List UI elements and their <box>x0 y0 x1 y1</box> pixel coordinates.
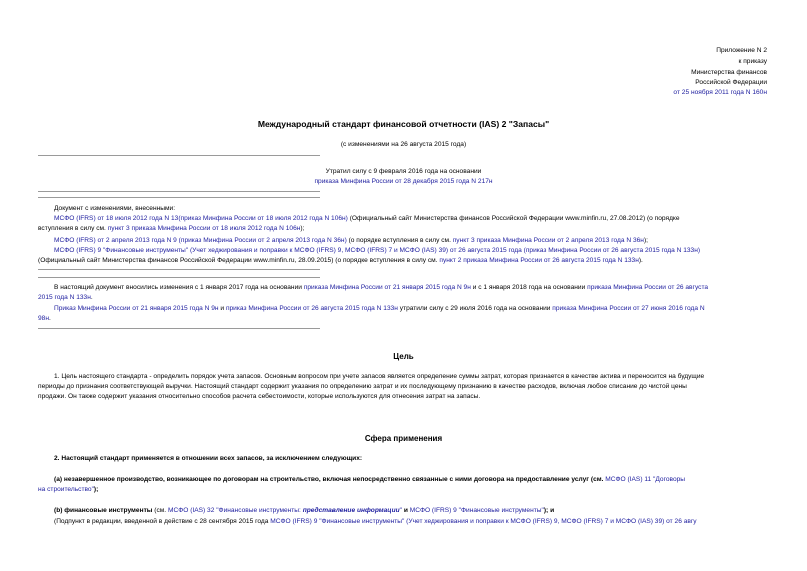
ias32-link[interactable]: МСФО (IAS) 32 "Финансовые инструменты: представление информации" <box>167 507 402 514</box>
scope-item-b <box>54 507 554 515</box>
text: ); <box>93 486 99 493</box>
order-133n-aug-link[interactable]: приказа Минфина России от 26 августа <box>587 284 709 291</box>
text: ); <box>300 225 305 232</box>
amend-line-1 <box>54 284 767 292</box>
ifrs9-2015-link[interactable]: МСФО (IFRS) 9 "Финансовые инструменты" (Учет хеджирования и поправки к МСФО (IFRS) 9, МСФО (IFRS) 7 и МСФО (IAS) 39) от 26 августа 2015 года <box>54 247 522 254</box>
order-98n-link[interactable]: приказа Минфина России от 27 июня 2016 года N <box>552 305 705 312</box>
text: ). <box>638 257 643 264</box>
text: (о порядке вступления в силу см. <box>346 237 453 244</box>
divider <box>38 155 320 156</box>
text: и <box>401 507 410 514</box>
order-9n-link-2[interactable]: Приказ Минфина России от 21 января 2015 года N 9н <box>54 305 219 312</box>
order-106n-link[interactable]: (приказ Минфина России от 18 июля 2012 года N 106н) <box>178 215 348 222</box>
order-133n-link[interactable]: (приказ Минфина России от 26 августа 2015 года N 133н) <box>521 247 701 254</box>
scope-clause-2: 2. Настоящий стандарт применяется в отношении всех запасов, за исключением следующих: <box>54 455 363 462</box>
ifrs9-link[interactable]: МСФО (IFRS) 9 "Финансовые инструменты" <box>409 507 544 514</box>
changes-line-1 <box>54 215 767 223</box>
appendix-line-2: к приказу <box>738 58 767 65</box>
goal-line-1: 1. Цель настоящего стандарта - определить порядок учета запасов. Основным вопросом при учете запасов является определение суммы затрат, которая признается в качестве актива и переносится на будущие <box>54 373 705 380</box>
text: вступления в силу см. <box>38 225 108 232</box>
repealed-notice: Утратил силу с 9 февраля 2016 года на основании <box>325 168 482 175</box>
scope-item-a <box>54 476 767 484</box>
order-36n-link[interactable]: (приказ Минфина России от 2 апреля 2013 года N 36н) <box>176 237 347 244</box>
goal-line-2: периоды до признания соответствующей выручки. Настоящий стандарт содержит указания по определению затрат и их последующему признанию в качестве расходов, включая любое списание до чистой цены <box>38 383 687 390</box>
scope-item-a-cont <box>38 486 98 494</box>
appendix-line-3: Министерства финансов <box>691 69 767 76</box>
changes-line-4 <box>54 247 767 255</box>
changes-line-5 <box>38 257 643 265</box>
amend-line-3 <box>54 305 767 313</box>
text: и с 1 января 2018 года на основании <box>470 284 588 291</box>
text: (a) незавершенное производство, возникающее по договорам на строительство, включая непосредственно связанные с ними договора на предоставление услуг (см. <box>54 476 606 483</box>
ias11-link-cont[interactable]: на строительство" <box>38 486 94 493</box>
text: ); <box>643 237 648 244</box>
changes-intro: Документ с изменениями, внесенными: <box>54 205 176 212</box>
amend-line-2 <box>38 294 93 302</box>
clause3-106n-link[interactable]: пункт 3 приказа Минфина России от 18 июля 2012 года N 106н <box>107 225 301 232</box>
amend-line-4 <box>38 315 51 323</box>
text: ); и <box>543 507 555 514</box>
order-98n-number-link[interactable]: 98н <box>38 315 49 322</box>
order-133n-link-2[interactable]: приказ Минфина России от 26 августа 2015 года N 133н <box>225 305 398 312</box>
text: утратили силу с 29 июля 2016 года на основании <box>397 305 553 312</box>
scope-note <box>54 518 767 526</box>
repealed-order-link[interactable]: приказа Минфина России от 28 декабря 2015 года N 217н <box>314 178 493 185</box>
order-9n-link[interactable]: приказа Минфина России от 21 января 2015 года N 9н <box>303 284 471 291</box>
changes-line-3 <box>54 237 648 245</box>
divider <box>38 269 320 270</box>
clause3-36n-link[interactable]: пункт 3 приказа Минфина России от 2 апреля 2013 года N 36н <box>452 237 644 244</box>
order-133n-year-link[interactable]: 2015 года N 133н <box>38 294 91 301</box>
changes-line-2 <box>38 225 304 233</box>
text: (Подпункт в редакции, введенной в действие с 28 сентября 2015 года <box>54 518 271 525</box>
ifrs9-2013-link[interactable]: МСФО (IFRS) от 2 апреля 2013 года N 9 <box>54 237 177 244</box>
text: . <box>90 294 93 301</box>
text: (см. <box>152 507 168 514</box>
text: . <box>48 315 51 322</box>
divider <box>38 197 320 198</box>
section-heading-scope: Сфера применения <box>364 434 443 443</box>
text: (Официальный сайт Министерства финансов Российской Федерации www.minfin.ru, 27.08.2012) (о порядке <box>347 215 680 222</box>
clause2-133n-link[interactable]: пункт 2 приказа Минфина России от 26 августа 2015 года N 133н <box>439 257 639 264</box>
ifrs13-link[interactable]: МСФО (IFRS) от 18 июля 2012 года N 13 <box>54 215 179 222</box>
text: В настоящий документ вносились изменения с 1 января 2017 года на основании <box>54 284 304 291</box>
goal-line-3: продажи. Он также содержит указания относительно способов расчета себестоимости, которые используются для отнесения затрат на запасы. <box>38 393 481 400</box>
section-heading-goal: Цель <box>393 352 414 361</box>
page-title: Международный стандарт финансовой отчетности (IAS) 2 "Запасы" <box>257 119 550 129</box>
text: (Официальный сайт Министерства финансов Российской Федерации www.minfin.ru, 28.09.2015) (о порядке вступления в силу см. <box>38 257 440 264</box>
divider <box>38 191 320 192</box>
divider <box>38 328 320 329</box>
page-subtitle: (с изменениями на 26 августа 2015 года) <box>340 141 467 148</box>
ifrs9-2015-note-link[interactable]: МСФО (IFRS) 9 "Финансовые инструменты" (Учет хеджирования и поправки к МСФО (IFRS) 9, МСФО (IFRS) 7 и МСФО (IAS) 39) от 26 авгу <box>270 518 697 525</box>
ias11-link[interactable]: МСФО (IAS) 11 "Договоры <box>605 476 686 483</box>
appendix-order-link[interactable]: от 25 ноября 2011 года N 160н <box>673 89 767 96</box>
text: и <box>218 305 226 312</box>
divider <box>38 277 320 278</box>
text: (b) финансовые инструменты <box>54 507 153 514</box>
appendix-line-1: Приложение N 2 <box>716 47 767 54</box>
appendix-line-4: Российской Федерации <box>695 79 767 86</box>
